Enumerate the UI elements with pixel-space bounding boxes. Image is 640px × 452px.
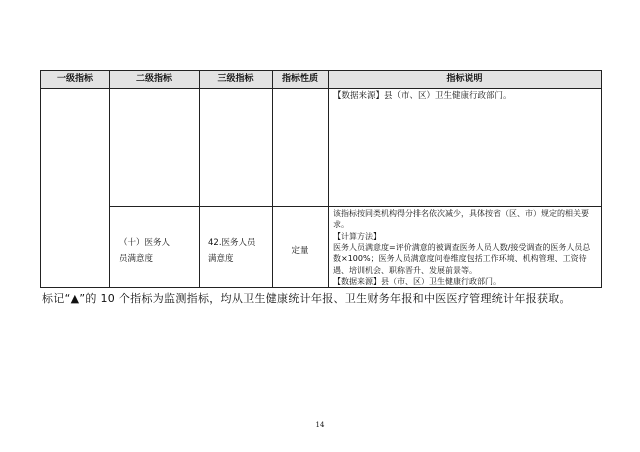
indicator-nature: 定量 [291, 246, 309, 256]
description-line: 医务人员满意度=评价满意的被调查医务人员人数/接受调查的医务人员总 [333, 242, 591, 252]
header-description: 指标说明 [446, 74, 483, 84]
column-divider [328, 71, 329, 287]
header-level3: 三级指标 [217, 74, 254, 84]
row-divider [109, 206, 601, 207]
description-line: 数×100%；医务人员满意度问卷维度包括工作环境、机构管理、工资待 [333, 254, 587, 264]
header-level2: 二级指标 [135, 74, 172, 84]
description-line: 遇、培训机会、职称晋升、发展前景等。 [333, 265, 477, 275]
level2-indicator-line2: 员满意度 [119, 254, 154, 264]
table-header-row [41, 71, 601, 89]
column-divider [109, 71, 110, 287]
header-level1: 一级指标 [56, 74, 93, 84]
page-number: 14 [315, 421, 325, 429]
column-divider [199, 71, 200, 287]
level2-indicator-line1: （十）医务人 [119, 238, 171, 248]
indicator-table [40, 70, 602, 288]
description-line: 该指标按同类机构得分排名依次减少，具体按省（区、市）规定的相关要 [333, 209, 589, 218]
upper-row-description: 【数据来源】县（市、区）卫生健康行政部门。 [333, 91, 512, 101]
header-nature: 指标性质 [281, 74, 318, 84]
description-line: 求。 [333, 220, 349, 230]
footnote: 标记“▲”的 10 个指标为监测指标，均从卫生健康统计年报、卫生财务年报和中医医疗管理统计年报获取。 [42, 292, 571, 305]
level3-indicator-line1: 42.医务人员 [208, 238, 256, 248]
description-line: 【数据来源】县（市、区）卫生健康行政部门。 [333, 276, 501, 286]
description-line: 【计算方法】 [333, 231, 381, 241]
level3-indicator-line2: 满意度 [208, 254, 234, 264]
